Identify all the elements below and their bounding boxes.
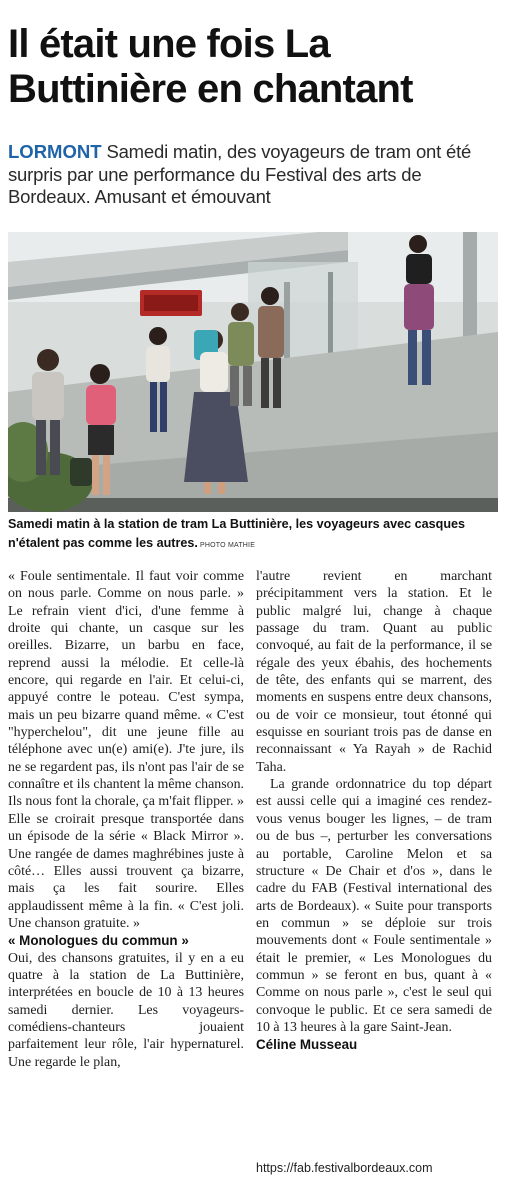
body-paragraph: l'autre revient en marchant précipitamment vers la station. Et le public malgré lui, change à chaque passage du tram. Quant au public convoqué, au fait de la performance, il se régale des yeux ébahis, des hochements de tête, des enfants qui se marrent, des moments en suspens entre deux chansons, ou de voir ce monsieur, tout étonné qui esquisse en souriant trois pas de danse en reconnaissant « Ya Rayah » de Rachid Taha.	[256, 569, 492, 775]
body-paragraph: « Foule sentimentale. Il faut voir comme on nous parle. Comme on nous parle. » Le refrain vient d'ici, d'une femme à droite qui chante, un casque sur les oreilles. Bizarre, un barbu en face, reprend aussi la mélodie. Et celle-là encore, qui regarde en l'air. Et celui-ci, appuyé contre le poteau. C'est sympa, mais un peu bizarre quand même. « C'est "hyperchelou", dit une jeune fille au téléphone avec un(e) ami(e). J'te jure, ils ne se regardent pas, ils n'ont pas l'air de se connaître et ils chantent la même chanson. Ils nous font la chorale, ça m'fait flipper. » Elle se croirait presque transportée dans un épisode de la série « Black Mirror ». Une rangée de dames maghrébines juste à côté… Elles aussi trouvent ça bizarre, mais ça les fait sourire. Elles applaudissent même à la fin. « C'est joli. Une chanson gratuite. »	[8, 569, 244, 931]
body-paragraph: La grande ordonnatrice du top départ est aussi celle qui a imaginé ces rendez-vous venus bouger les lignes, – de tram ou de bus –, perturber les conversations au portable, Caroline Melon et sa structure « De Chair et d'os », dans le cadre du FAB (Festival international des arts de Bordeaux). « Suite pour transports en commun » se déploie sur trois mouvements dont « Foule sentimentale » était le premier, « Les Monologues du commun » se feront en bus, quant à « Comme on nous parle », c'est le seul qui convoque le public. Et ce sera samedi de 10 à 13 heures à la gare Saint-Jean.	[256, 777, 492, 1035]
article-column-right	[256, 568, 492, 1054]
article-column-left	[8, 568, 244, 1071]
photo-caption	[8, 515, 500, 555]
body-paragraph: Oui, des chansons gratuites, il y en a eu quatre à la station de La Buttinière, interprétées en boucle de 10 à 13 heures samedi dernier. Les voyageurs-comédiens-chanteurs jouaient parfaitement leur rôle, l'air hypernaturel. Une regarde le plan,	[8, 950, 244, 1070]
lede-text: Samedi matin, des voyageurs de tram ont été surpris par une performance du Festival des arts de Bordeaux. Amusant et émouvant	[8, 141, 472, 207]
author-byline: Céline Musseau	[256, 1037, 358, 1053]
photo-credit: PHOTO MATHIE	[197, 542, 256, 549]
lede	[8, 141, 498, 209]
subhead: « Monologues du commun »	[8, 933, 189, 949]
festival-url: https://fab.festivalbordeaux.com	[256, 1161, 433, 1175]
caption-text: Samedi matin à la station de tram La Buttinière, les voyageurs avec casques n'étalent pas comme les autres.	[8, 517, 466, 550]
headline: Il était une fois La Buttinière en chantant	[8, 22, 413, 111]
article-photo	[8, 232, 498, 512]
kicker-location: LORMONT	[8, 141, 102, 162]
